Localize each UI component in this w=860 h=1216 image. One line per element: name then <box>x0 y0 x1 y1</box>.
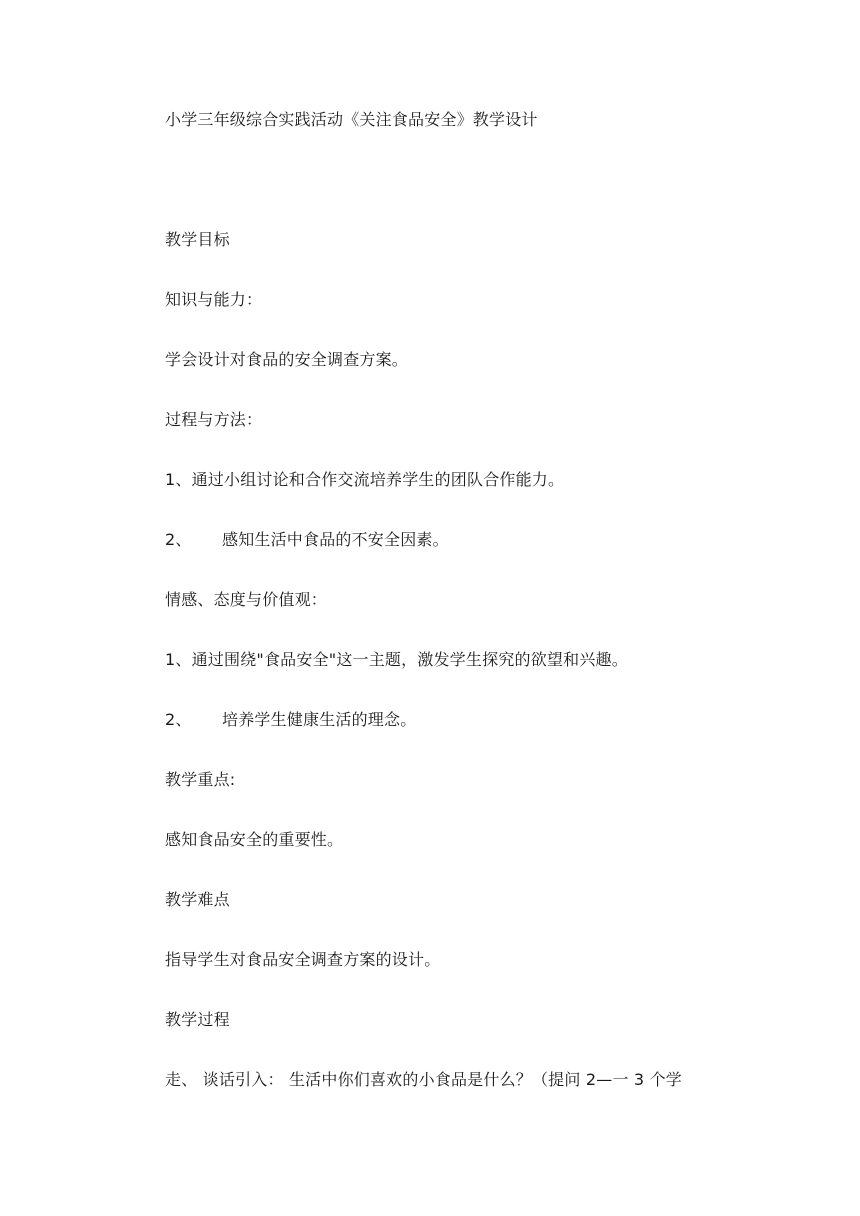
difficulty-text: 指导学生对食品安全调查方案的设计。 <box>165 950 441 969</box>
emotion-item-2 <box>165 710 416 730</box>
emotion-item-1-text: 通过围绕"食品安全"这一主题，激发学生探究的欲望和兴趣。 <box>191 650 628 669</box>
objectives-heading: 教学目标 <box>165 230 230 249</box>
process-item-1-text: 通过小组讨论和合作交流培养学生的团队合作能力。 <box>191 470 565 489</box>
process-item-2 <box>165 530 449 550</box>
process-item-2-text: 感知生活中食品的不安全因素。 <box>222 530 449 549</box>
knowledge-item: 学会设计对食品的安全调查方案。 <box>165 350 409 369</box>
key-point-heading: 教学重点: <box>165 770 236 789</box>
process-heading: 过程与方法： <box>165 410 263 429</box>
emotion-item-1-number: 1、 <box>165 650 192 669</box>
emotion-item-2-number: 2、 <box>165 710 192 729</box>
knowledge-heading: 知识与能力： <box>165 290 263 309</box>
process-item-1 <box>165 470 564 490</box>
process-item-1-number: 1、 <box>165 470 192 489</box>
process-section-heading: 教学过程 <box>165 1010 230 1029</box>
intro-line: 走、 谈话引入： 生活中你们喜欢的小食品是什么？（提问 2—一 3 个学 <box>165 1070 682 1089</box>
emotion-item-1 <box>165 650 628 670</box>
process-item-2-number: 2、 <box>165 530 192 549</box>
document-title: 小学三年级综合实践活动《关注食品安全》教学设计 <box>165 110 538 129</box>
emotion-item-2-text: 培养学生健康生活的理念。 <box>222 710 417 729</box>
difficulty-heading: 教学难点 <box>165 890 230 909</box>
key-point-text: 感知食品安全的重要性。 <box>165 830 344 849</box>
emotion-heading: 情感、态度与价值观： <box>165 590 328 609</box>
